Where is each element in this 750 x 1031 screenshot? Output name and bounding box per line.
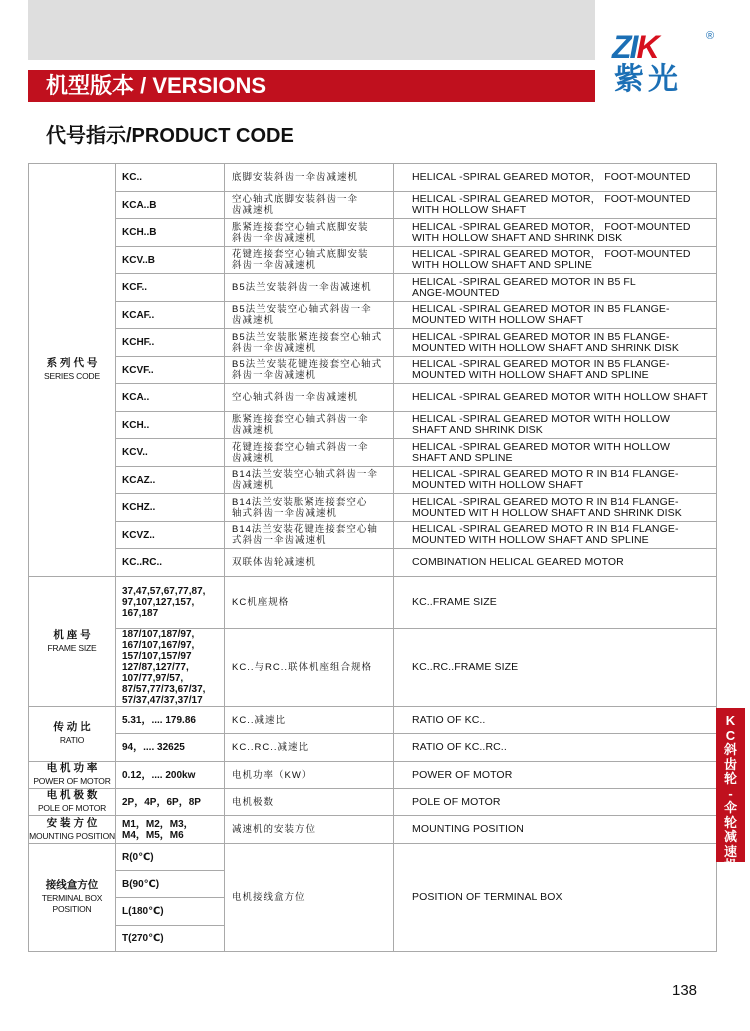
code-cell: 94，.... 32625 bbox=[116, 734, 225, 762]
table-row bbox=[29, 789, 717, 816]
table-row bbox=[29, 549, 717, 577]
side-chapter-tab: K C 斜 齿 轮 - 伞 轮 减 速 机 bbox=[716, 708, 745, 862]
code-cell: M1，M2，M3， M4，M5，M6 bbox=[116, 816, 225, 844]
category-cn: 机 座 号 bbox=[53, 628, 91, 641]
description-cn-cell: 底脚安装斜齿一伞齿减速机 bbox=[225, 164, 394, 192]
code-cell: KCA.. bbox=[116, 384, 225, 412]
table-row bbox=[29, 329, 717, 357]
category-cn: 系 列 代 号 bbox=[46, 357, 98, 369]
description-cn-cell: 胀紧连接套空心轴式底脚安装 斜齿一伞齿减速机 bbox=[225, 219, 394, 247]
category-en: TERMINAL BOX POSITION bbox=[41, 893, 103, 914]
description-cn-cell: 空心轴式底脚安装斜齿一伞 齿减速机 bbox=[225, 192, 394, 219]
description-en-cell: HELICAL -SPIRAL GEARED MOTOR IN B5 FLANGE- MOUNTED WITH HOLLOW SHAFT AND SPLINE bbox=[394, 357, 717, 384]
code-cell: KCH.. bbox=[116, 412, 225, 439]
table-row bbox=[29, 734, 717, 762]
code-cell: L(180℃) bbox=[116, 898, 225, 926]
code-cell: KCV.. bbox=[116, 439, 225, 467]
description-en-cell: MOUNTING POSITION bbox=[394, 816, 717, 844]
description-en-cell: COMBINATION HELICAL GEARED MOTOR bbox=[394, 549, 717, 577]
page-number: 138 bbox=[672, 982, 698, 999]
description-cn-cell: KC机座规格 bbox=[225, 577, 394, 629]
category-en: FRAME SIZE bbox=[47, 642, 97, 653]
category-cn: 传 动 比 bbox=[53, 721, 91, 733]
code-cell: KCA..B bbox=[116, 192, 225, 219]
table-row bbox=[29, 439, 717, 467]
logo-chinese: 紫光 bbox=[614, 63, 682, 96]
code-cell: KC.. bbox=[116, 164, 225, 192]
section-title: 机型版本 / VERSIONS bbox=[28, 70, 595, 102]
description-cn-cell: 减速机的安装方位 bbox=[225, 816, 394, 844]
description-en-cell: HELICAL -SPIRAL GEARED MOTO R IN B14 FLANGE- MOUNTED WIT H HOLLOW SHAFT AND SHRINK DISK bbox=[394, 494, 717, 522]
category-cn: 接线盒方位 bbox=[45, 879, 99, 891]
table-row bbox=[29, 384, 717, 412]
description-cn-cell: B14法兰安装花键连接套空心轴 式斜齿一伞齿减速机 bbox=[225, 522, 394, 549]
description-en-cell: POWER OF MOTOR bbox=[394, 762, 717, 789]
category-cn: 安 装 方 位 bbox=[46, 816, 98, 829]
page-subtitle: 代号指示/PRODUCT CODE bbox=[46, 125, 294, 147]
description-cn-cell: 胀紧连接套空心轴式斜齿一伞 齿减速机 bbox=[225, 412, 394, 439]
category-cell bbox=[29, 762, 116, 789]
category-en: MOUNTING POSITION bbox=[29, 830, 115, 841]
code-cell: B(90℃) bbox=[116, 871, 225, 898]
table-row bbox=[29, 707, 717, 734]
description-en-cell: HELICAL -SPIRAL GEARED MOTOR IN B5 FL ANGE-MOUNTED bbox=[394, 274, 717, 302]
description-en-cell: HELICAL -SPIRAL GEARED MOTOR WITH HOLLOW SHAFT AND SPLINE bbox=[394, 439, 717, 467]
code-cell: 37,47,57,67,77,87, 97,107,127,157, 167,187 bbox=[116, 577, 225, 629]
code-cell: KCAZ.. bbox=[116, 467, 225, 494]
table-row bbox=[29, 192, 717, 219]
description-en-cell: HELICAL -SPIRAL GEARED MOTOR， FOOT-MOUNTED WITH HOLLOW SHAFT AND SHRINK DISK bbox=[394, 219, 717, 247]
description-cn-cell: 电机极数 bbox=[225, 789, 394, 816]
code-cell: T(270℃) bbox=[116, 926, 225, 952]
category-cell bbox=[29, 816, 116, 844]
code-cell: KCH..B bbox=[116, 219, 225, 247]
category-cn: 电 机 功 率 bbox=[46, 762, 98, 774]
description-en-cell: HELICAL -SPIRAL GEARED MOTOR IN B5 FLANGE- MOUNTED WITH HOLLOW SHAFT AND SHRINK DISK bbox=[394, 329, 717, 357]
category-cell bbox=[29, 164, 116, 577]
description-cn-cell: 花键连接套空心轴式底脚安装 斜齿一伞齿减速机 bbox=[225, 247, 394, 274]
table-row bbox=[29, 357, 717, 384]
description-en-cell: HELICAL -SPIRAL GEARED MOTO R IN B14 FLANGE- MOUNTED WITH HOLLOW SHAFT bbox=[394, 467, 717, 494]
description-en-cell: HELICAL -SPIRAL GEARED MOTOR， FOOT-MOUNTED WITH HOLLOW SHAFT AND SPLINE bbox=[394, 247, 717, 274]
description-cn-cell: B14法兰安装胀紧连接套空心 轴式斜齿一伞齿减速机 bbox=[225, 494, 394, 522]
description-en-cell: RATIO OF KC.. bbox=[394, 707, 717, 734]
description-cn-cell: 双联体齿轮减速机 bbox=[225, 549, 394, 577]
description-en-cell: KC..RC..FRAME SIZE bbox=[394, 629, 717, 707]
table-row bbox=[29, 302, 717, 329]
table-row bbox=[29, 629, 717, 707]
description-cn-cell: 电机接线盒方位 bbox=[225, 844, 394, 952]
description-cn-cell: B5法兰安装花键连接套空心轴式 斜齿一伞齿减速机 bbox=[225, 357, 394, 384]
description-cn-cell: B5法兰安装空心轴式斜齿一伞 齿减速机 bbox=[225, 302, 394, 329]
category-en: RATIO bbox=[59, 735, 85, 745]
description-en-cell: KC..FRAME SIZE bbox=[394, 577, 717, 629]
code-cell: R(0℃) bbox=[116, 844, 225, 871]
table-row bbox=[29, 274, 717, 302]
category-en: POLE OF MOTOR bbox=[37, 803, 107, 813]
description-cn-cell: KC..RC..减速比 bbox=[225, 734, 394, 762]
code-cell: KCV..B bbox=[116, 247, 225, 274]
table-row bbox=[29, 412, 717, 439]
table-row bbox=[29, 816, 717, 844]
table-row bbox=[29, 494, 717, 522]
code-cell: KCVF.. bbox=[116, 357, 225, 384]
registered-icon: ® bbox=[706, 30, 715, 42]
table-row bbox=[29, 164, 717, 192]
category-cell bbox=[29, 707, 116, 762]
category-en: POWER OF MOTOR bbox=[33, 776, 111, 786]
category-en: SERIES CODE bbox=[44, 371, 100, 381]
description-en-cell: HELICAL -SPIRAL GEARED MOTOR WITH HOLLOW SHAFT bbox=[394, 384, 717, 412]
description-en-cell: HELICAL -SPIRAL GEARED MOTOR WITH HOLLOW SHAFT AND SHRINK DISK bbox=[394, 412, 717, 439]
description-cn-cell: KC..与RC..联体机座组合规格 bbox=[225, 629, 394, 707]
description-cn-cell: 空心轴式斜齿一伞齿减速机 bbox=[225, 384, 394, 412]
table-row bbox=[29, 467, 717, 494]
table-row bbox=[29, 762, 717, 789]
brand-logo bbox=[612, 29, 722, 98]
code-cell: KCHF.. bbox=[116, 329, 225, 357]
description-en-cell: HELICAL -SPIRAL GEARED MOTOR， FOOT-MOUNTED WITH HOLLOW SHAFT bbox=[394, 192, 717, 219]
description-en-cell: POLE OF MOTOR bbox=[394, 789, 717, 816]
product-code-table bbox=[28, 163, 717, 952]
category-cell bbox=[29, 577, 116, 707]
logo-mark: ZIK bbox=[612, 29, 658, 65]
description-en-cell: HELICAL -SPIRAL GEARED MOTO R IN B14 FLANGE- MOUNTED WITH HOLLOW SHAFT AND SPLINE bbox=[394, 522, 717, 549]
table-row bbox=[29, 577, 717, 629]
table-row bbox=[29, 219, 717, 247]
code-cell: KCVZ.. bbox=[116, 522, 225, 549]
description-cn-cell: KC..减速比 bbox=[225, 707, 394, 734]
description-en-cell: RATIO OF KC..RC.. bbox=[394, 734, 717, 762]
description-en-cell: HELICAL -SPIRAL GEARED MOTOR， FOOT-MOUNTED bbox=[394, 164, 717, 192]
description-cn-cell: B14法兰安装空心轴式斜齿一伞 齿减速机 bbox=[225, 467, 394, 494]
description-cn-cell: B5法兰安装斜齿一伞齿减速机 bbox=[225, 274, 394, 302]
table-row bbox=[29, 247, 717, 274]
code-cell: KCAF.. bbox=[116, 302, 225, 329]
category-cell bbox=[29, 844, 116, 952]
code-cell: 187/107,187/97, 167/107,167/97, 157/107,157/97 127/87,127/77, 107/77,97/57, 87/57,77/73,67/37, 57/37,47/37,37/17 bbox=[116, 629, 225, 707]
description-cn-cell: 电机功率（KW） bbox=[225, 762, 394, 789]
code-cell: 2P，4P，6P，8P bbox=[116, 789, 225, 816]
header-gray-band bbox=[28, 0, 595, 60]
code-cell: 0.12，.... 200kw bbox=[116, 762, 225, 789]
description-cn-cell: 花键连接套空心轴式斜齿一伞 齿减速机 bbox=[225, 439, 394, 467]
table-row bbox=[29, 844, 717, 871]
code-cell: KCHZ.. bbox=[116, 494, 225, 522]
description-en-cell: HELICAL -SPIRAL GEARED MOTOR IN B5 FLANGE- MOUNTED WITH HOLLOW SHAFT bbox=[394, 302, 717, 329]
category-cell bbox=[29, 789, 116, 816]
code-cell: 5.31，.... 179.86 bbox=[116, 707, 225, 734]
category-cn: 电 机 极 数 bbox=[46, 789, 98, 801]
code-cell: KC..RC.. bbox=[116, 549, 225, 577]
table-row bbox=[29, 522, 717, 549]
description-en-cell: POSITION OF TERMINAL BOX bbox=[394, 844, 717, 952]
description-cn-cell: B5法兰安装胀紧连接套空心轴式 斜齿一伞齿减速机 bbox=[225, 329, 394, 357]
code-cell: KCF.. bbox=[116, 274, 225, 302]
